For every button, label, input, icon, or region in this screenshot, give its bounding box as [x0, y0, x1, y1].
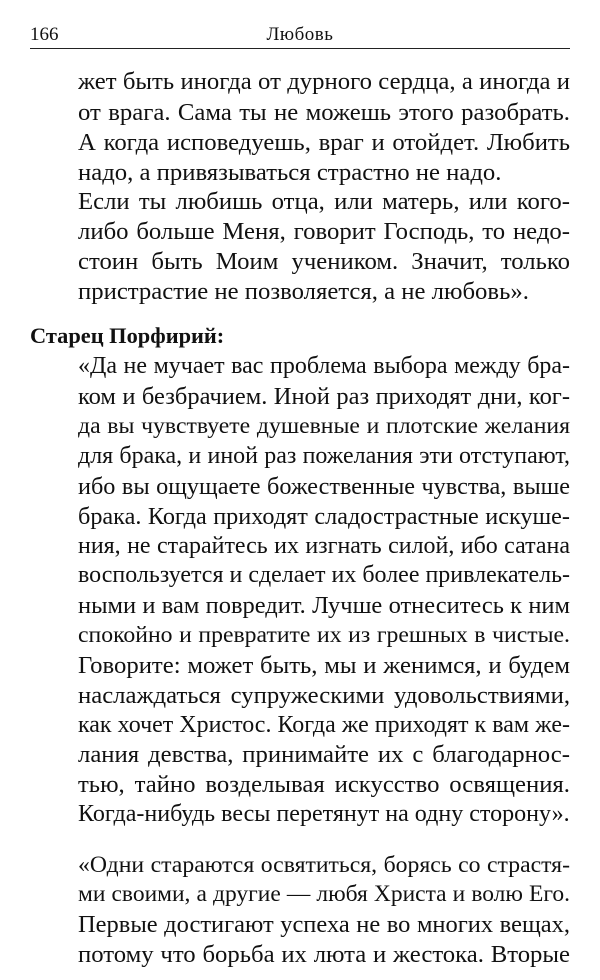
- text-line: пристрастие не позволяется, а не любовь».: [78, 277, 529, 305]
- text-line: А когда исповедуешь, враг и отойдет. Любить: [78, 128, 570, 156]
- text-line: от врага. Сама ты не можешь этого разобрать.: [78, 98, 570, 126]
- text-line: брака. Когда приходят сладострастные искуше-: [78, 502, 570, 530]
- text-line: тью, тайно возделывая искусство освящения.: [78, 771, 570, 799]
- running-title: Любовь: [266, 24, 334, 45]
- text-line: надо, а привязываться страстно не надо.: [78, 158, 502, 186]
- text-line: стоин быть Моим учеником. Значит, только: [78, 248, 570, 275]
- text-line: Первые достигают успеха не во многих вещах,: [78, 911, 570, 939]
- header-rule: [30, 48, 570, 49]
- page-number: 166: [30, 24, 59, 45]
- text-line: Говорите: может быть, мы и женимся, и будем: [78, 651, 570, 679]
- text-line: «Одни стараются освятиться, борясь со страстя-: [78, 851, 570, 878]
- text-line: ми своими, а другие — любя Христа и волю Его.: [78, 881, 570, 908]
- text-line: да вы чувствуете душевные и плотские желания: [78, 413, 570, 440]
- text-line: лания девства, принимайте их с благодарнос-: [78, 741, 570, 769]
- text-line: Если ты любишь отца, или матерь, или кого-: [78, 188, 570, 216]
- text-line: ком и безбрачием. Иной раз приходят дни, ког-: [78, 383, 570, 411]
- text-line: ния, не старайтесь их изгнать силой, ибо сатана: [78, 532, 570, 559]
- text-line: «Да не мучает вас проблема выбора между бра-: [78, 353, 570, 380]
- page-header: [30, 22, 570, 50]
- text-line: для брака, и иной раз пожелания эти отступают,: [78, 442, 570, 469]
- text-line: спокойно и превратите их из грешных в чистые.: [78, 622, 570, 648]
- text-line: Когда-нибудь весы перетянут на одну сторону».: [78, 801, 570, 828]
- text-line: либо больше Меня, говорит Господь, то недо-: [78, 218, 570, 246]
- text-line: наслаждаться супружескими удовольствиями,: [78, 681, 570, 709]
- text-line: жет быть иногда от дурного сердца, а иногда и: [78, 68, 570, 95]
- text-line: воспользуется и сделает их более привлекатель-: [78, 562, 570, 589]
- text-line: ными и вам повредит. Лучше отнеситесь к ним: [78, 592, 570, 620]
- text-line: ибо вы ощущаете божественные чувства, выше: [78, 472, 570, 500]
- text-line: потому что борьба их люта и жестока. Вторые: [78, 941, 570, 968]
- text-line: как хочет Христос. Когда же приходят к вам же-: [78, 711, 570, 738]
- section-heading: Старец Порфирий:: [30, 322, 225, 348]
